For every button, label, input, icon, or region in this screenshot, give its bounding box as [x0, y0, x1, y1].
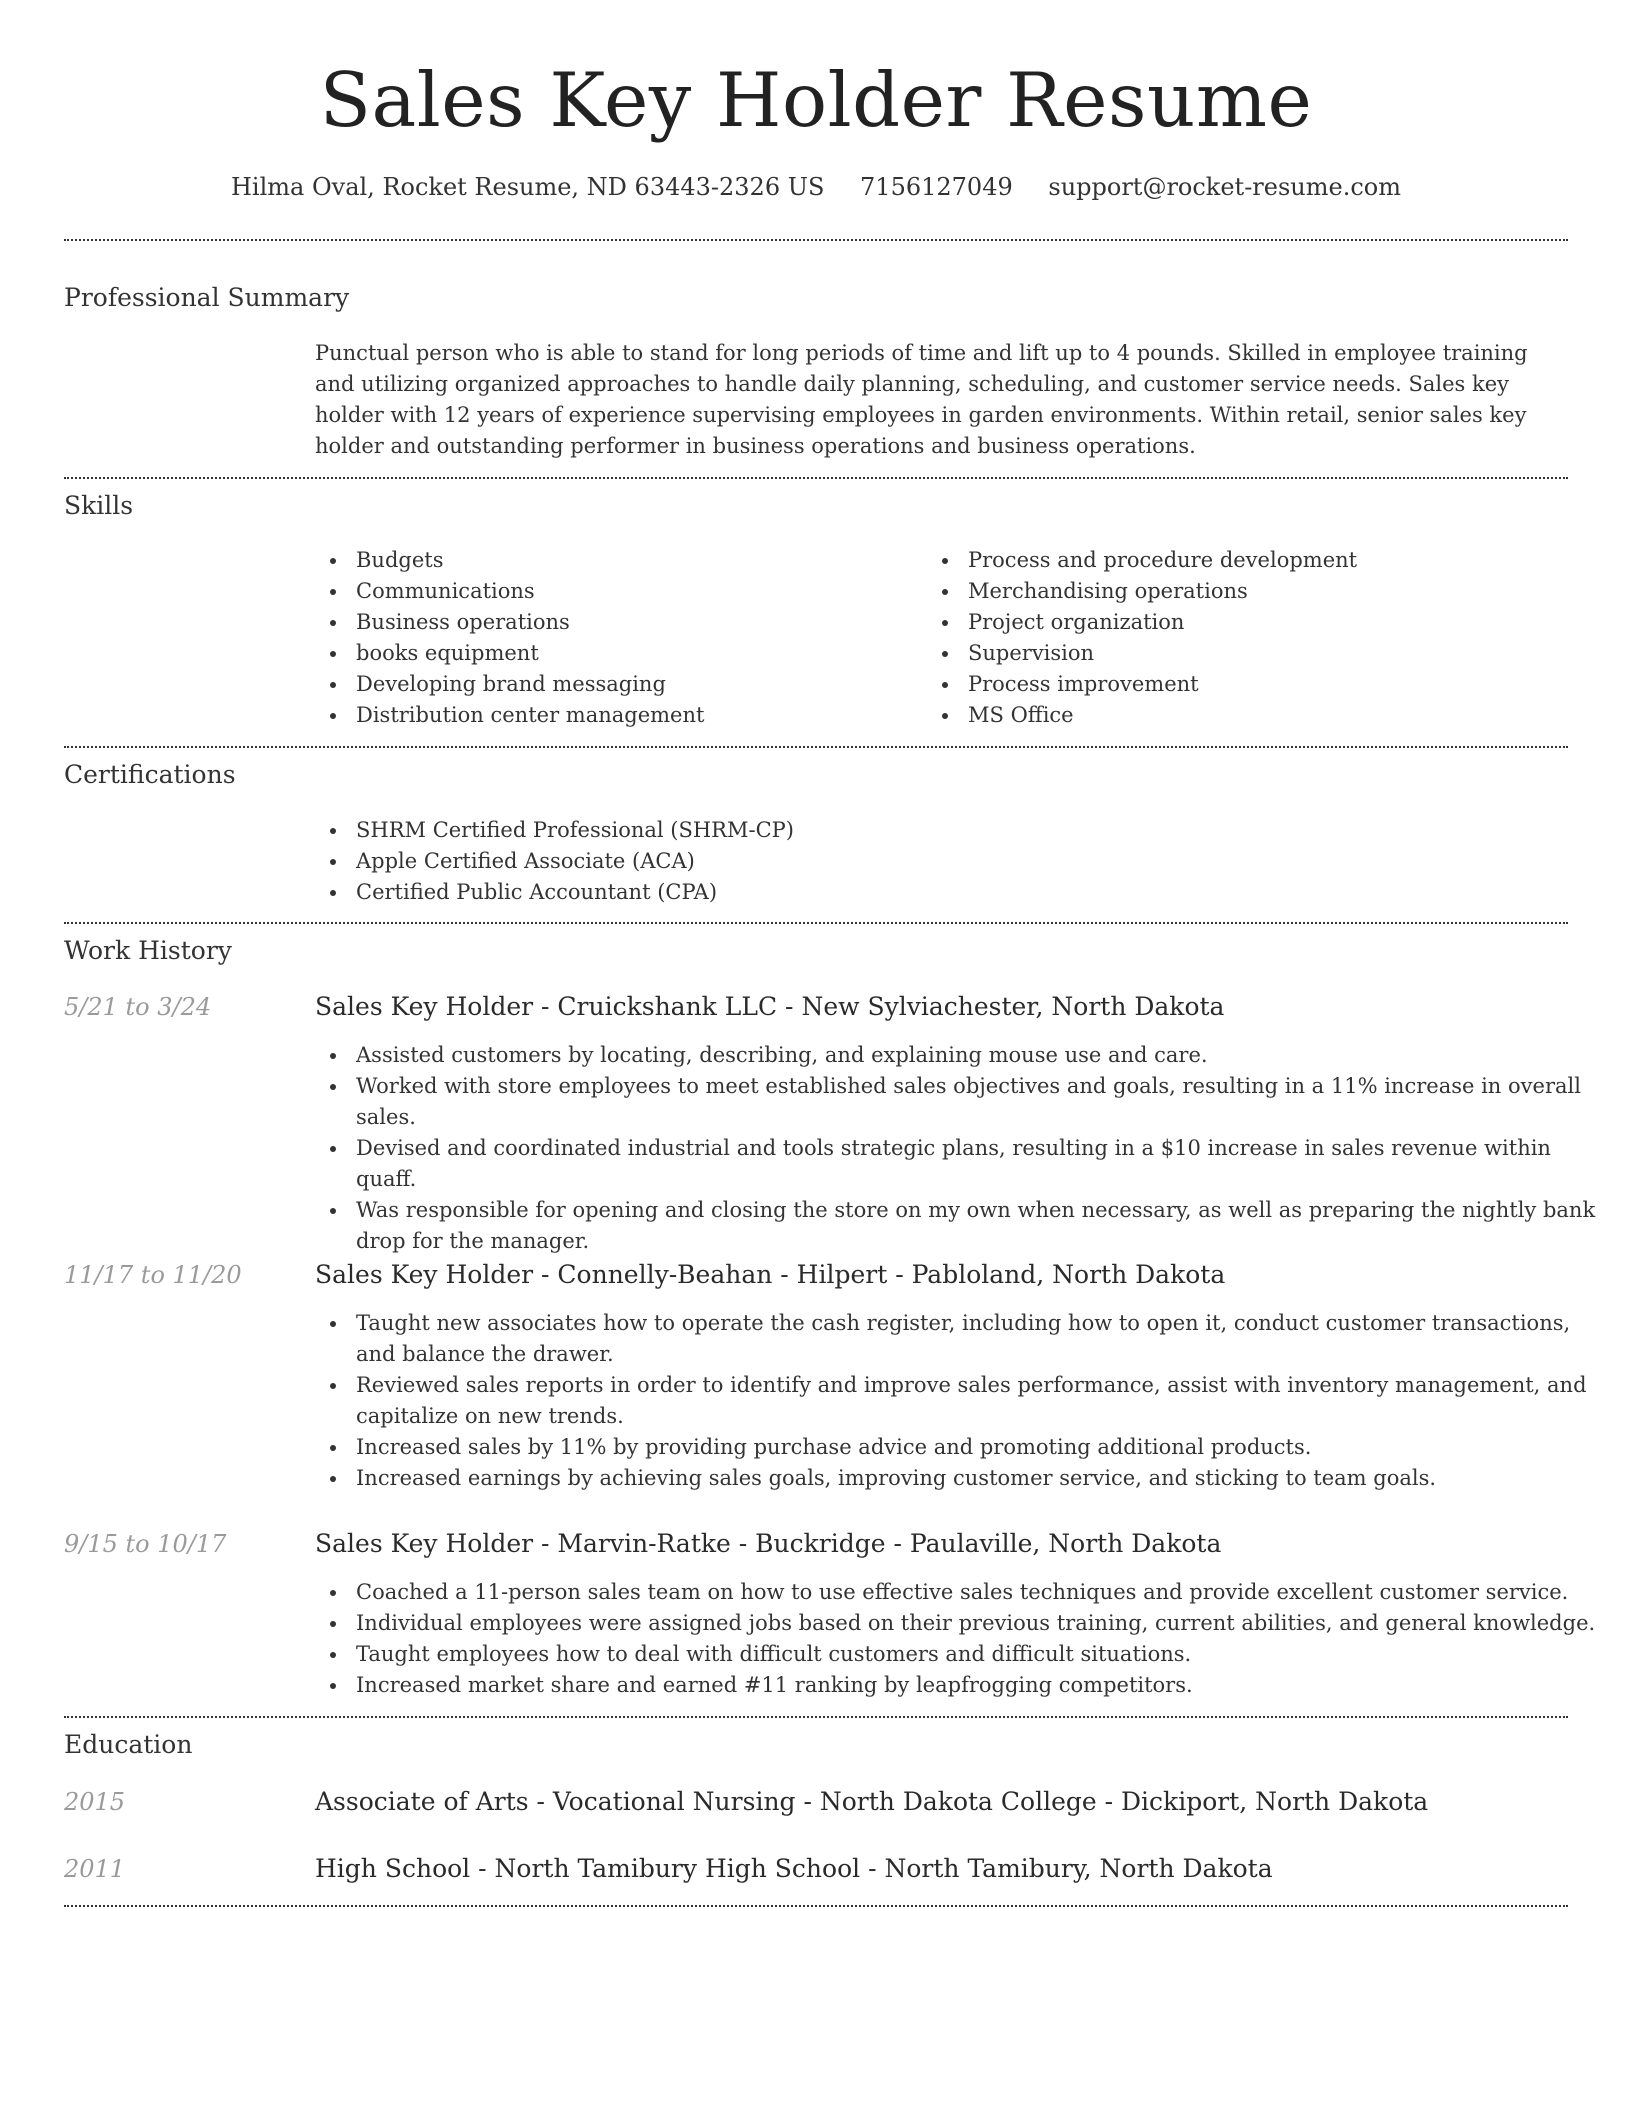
job-bullet: Increased sales by 11% by providing purchase advice and promoting additional products. — [356, 1432, 1612, 1463]
certifications-list — [312, 815, 1556, 908]
summary-text: Punctual person who is able to stand for long periods of time and lift up to 4 pounds. Skilled in employee training and utilizing organized approaches to handle daily planning, scheduling, and customer service needs. Sales key holder with 12 years of experience supervising employees in garden environments. Within retail, senior sales key holder and outstanding performer in business operations and business operations. — [315, 341, 1528, 458]
education-year: 2011 — [64, 1855, 126, 1883]
job-dates: 11/17 to 11/20 — [64, 1261, 242, 1289]
contact-phone: 7156127049 — [860, 173, 1013, 201]
job-bullets — [312, 1577, 1612, 1701]
section-divider — [64, 922, 1568, 924]
section-divider — [64, 239, 1568, 241]
education-entry: Associate of Arts - Vocational Nursing - North Dakota College - Dickiport, North Dakota — [315, 1787, 1429, 1816]
job-bullets — [312, 1308, 1612, 1494]
job-bullet: Worked with store employees to meet established sales objectives and goals, resulting in a 11% increase in overall sales. — [356, 1071, 1612, 1133]
summary-heading: Professional Summary — [64, 283, 350, 312]
skill-item: Communications — [356, 576, 916, 607]
job-dates: 5/21 to 3/24 — [64, 993, 212, 1021]
skills-list-right — [924, 545, 1568, 731]
job-bullet: Assisted customers by locating, describing, and explaining mouse use and care. — [356, 1040, 1612, 1071]
education-heading: Education — [64, 1730, 193, 1759]
job-bullet: Devised and coordinated industrial and tools strategic plans, resulting in a $10 increase in sales revenue within quaff. — [356, 1133, 1612, 1195]
skill-item: books equipment — [356, 638, 916, 669]
job-bullets — [312, 1040, 1612, 1257]
certification-item: SHRM Certified Professional (SHRM-CP) — [356, 815, 1556, 846]
job-bullet: Increased market share and earned #11 ranking by leapfrogging competitors. — [356, 1670, 1612, 1701]
job-bullet: Coached a 11-person sales team on how to use effective sales techniques and provide excellent customer service. — [356, 1577, 1612, 1608]
job-bullet: Reviewed sales reports in order to identify and improve sales performance, assist with inventory management, and capitalize on new trends. — [356, 1370, 1612, 1432]
work-history-heading: Work History — [64, 936, 232, 965]
skill-item: Process and procedure development — [968, 545, 1568, 576]
job-title: Sales Key Holder - Marvin-Ratke - Buckridge - Paulaville, North Dakota — [315, 1529, 1222, 1558]
certification-item: Certified Public Accountant (CPA) — [356, 877, 1556, 908]
section-divider — [64, 746, 1568, 748]
job-title: Sales Key Holder - Connelly-Beahan - Hilpert - Pabloland, North Dakota — [315, 1260, 1226, 1289]
skill-item: Process improvement — [968, 669, 1568, 700]
job-bullet: Taught new associates how to operate the cash register, including how to open it, conduct customer transactions, and balance the drawer. — [356, 1308, 1612, 1370]
skill-item: MS Office — [968, 700, 1568, 731]
skills-list-left — [312, 545, 916, 731]
job-title: Sales Key Holder - Cruickshank LLC - New Sylviachester, North Dakota — [315, 992, 1225, 1021]
contact-address: Hilma Oval, Rocket Resume, ND 63443-2326 US — [230, 173, 825, 201]
job-bullet: Individual employees were assigned jobs based on their previous training, current abilities, and general knowledge. — [356, 1608, 1612, 1639]
skill-item: Distribution center management — [356, 700, 916, 731]
skill-item: Project organization — [968, 607, 1568, 638]
skill-item: Merchandising operations — [968, 576, 1568, 607]
section-divider — [64, 1716, 1568, 1718]
education-year: 2015 — [64, 1788, 126, 1816]
certifications-heading: Certifications — [64, 760, 236, 789]
skill-item: Supervision — [968, 638, 1568, 669]
resume-title: Sales Key Holder Resume — [319, 56, 1313, 144]
job-bullet: Increased earnings by achieving sales goals, improving customer service, and sticking to team goals. — [356, 1463, 1612, 1494]
contact-email: support@rocket-resume.com — [1048, 173, 1401, 201]
skills-heading: Skills — [64, 491, 134, 520]
section-divider — [64, 477, 1568, 479]
job-bullet: Taught employees how to deal with difficult customers and difficult situations. — [356, 1639, 1612, 1670]
skill-item: Budgets — [356, 545, 916, 576]
job-dates: 9/15 to 10/17 — [64, 1530, 227, 1558]
certification-item: Apple Certified Associate (ACA) — [356, 846, 1556, 877]
skill-item: Developing brand messaging — [356, 669, 916, 700]
skill-item: Business operations — [356, 607, 916, 638]
education-entry: High School - North Tamibury High School - North Tamibury, North Dakota — [315, 1854, 1273, 1883]
contact-line — [0, 170, 1632, 204]
job-bullet: Was responsible for opening and closing the store on my own when necessary, as well as preparing the nightly bank drop for the manager. — [356, 1195, 1612, 1257]
section-divider — [64, 1905, 1568, 1907]
